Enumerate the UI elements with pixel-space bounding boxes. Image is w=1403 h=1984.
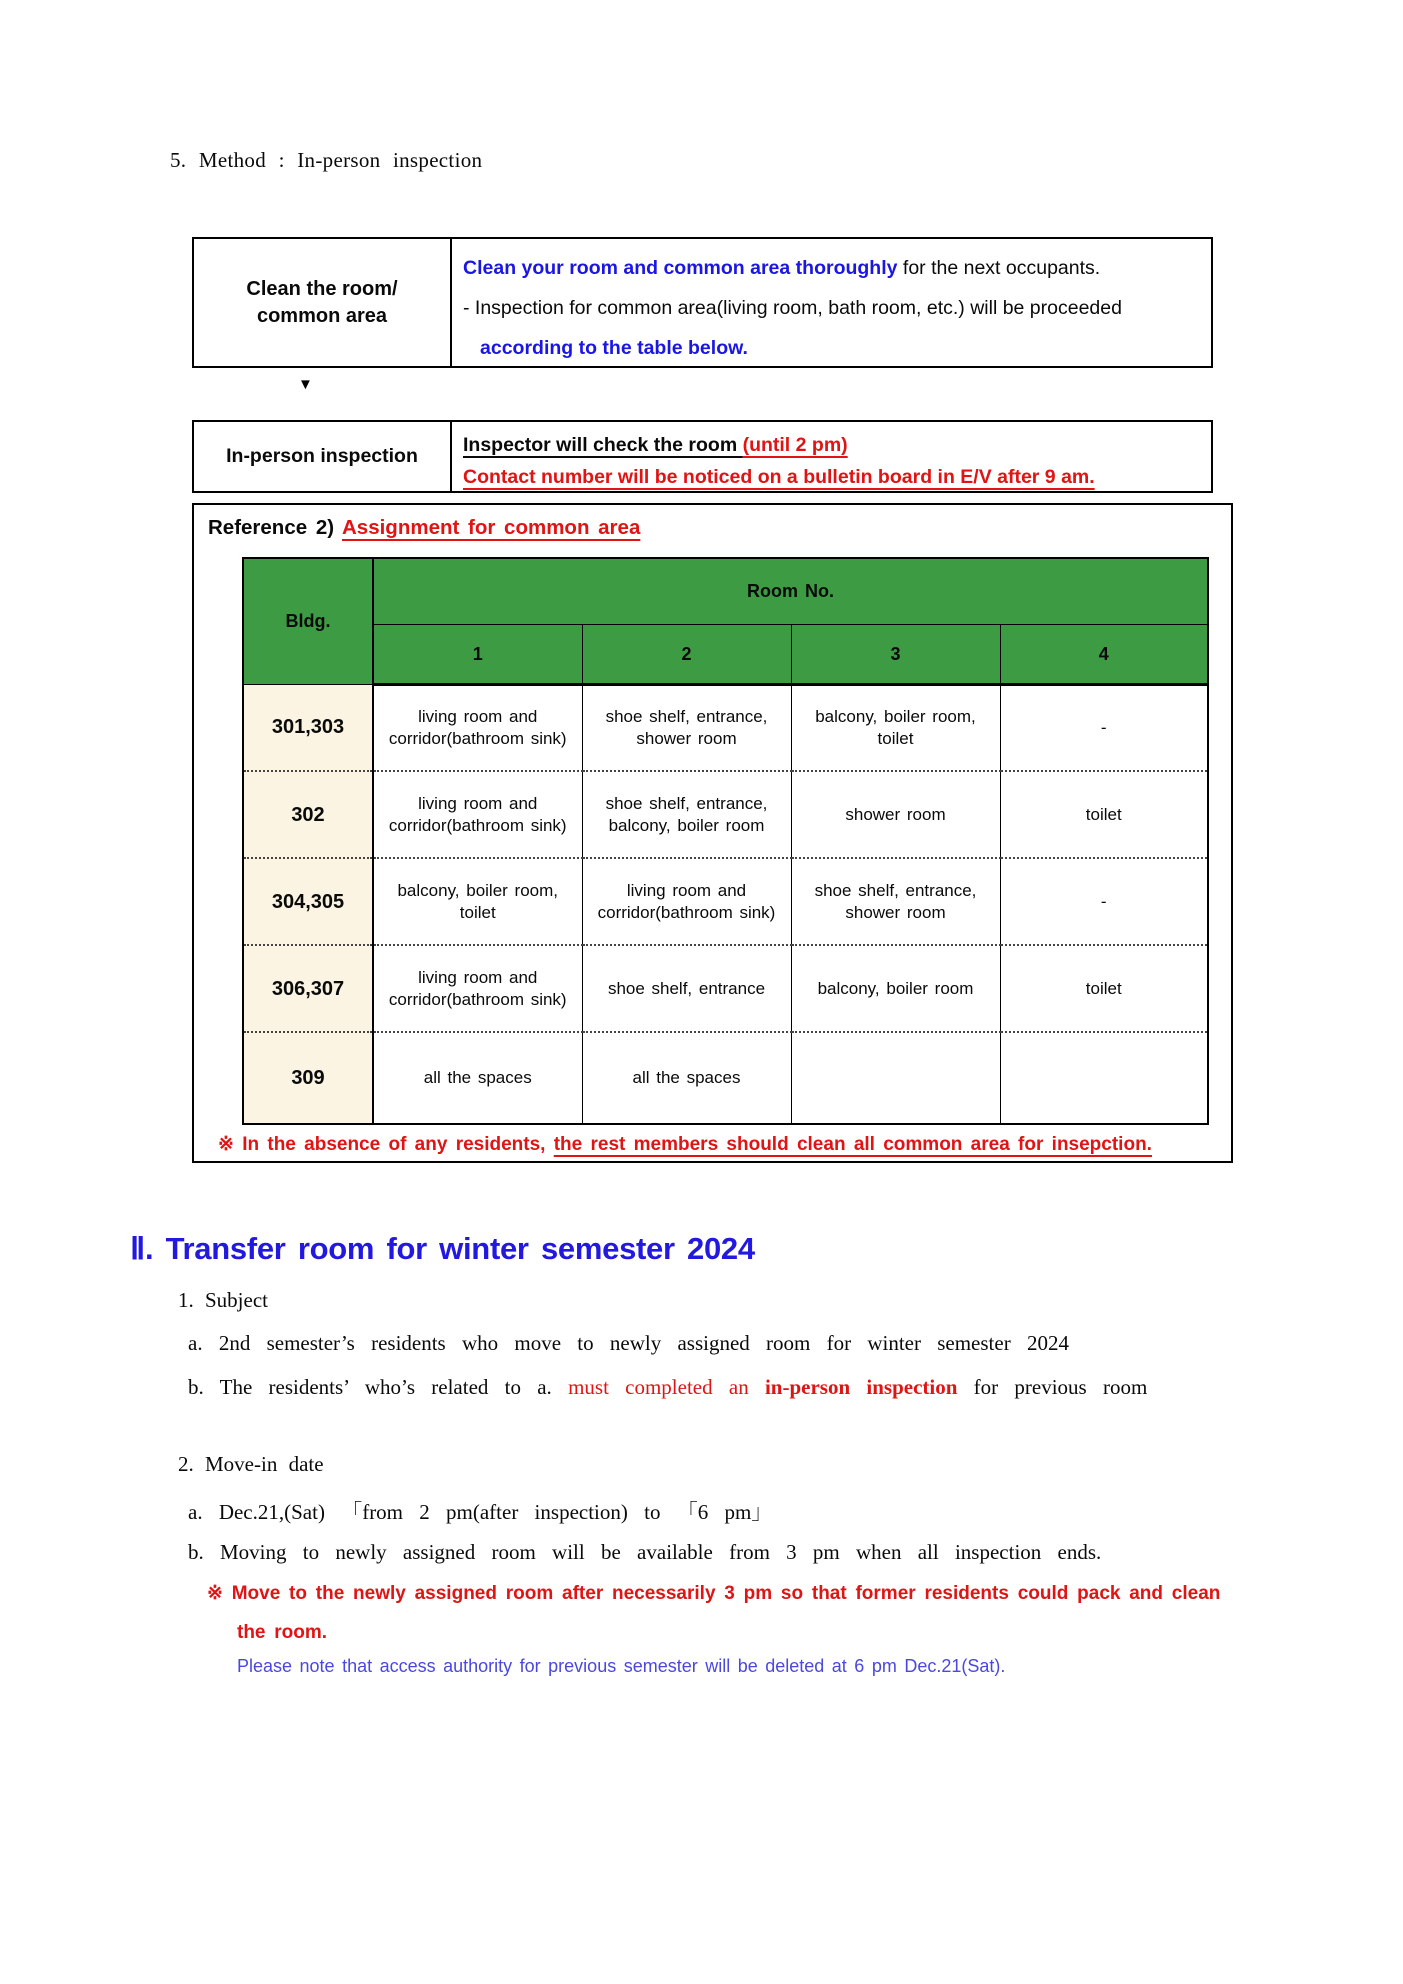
clean-room-content-cell bbox=[452, 239, 1211, 366]
down-arrow-icon: ▼ bbox=[298, 376, 313, 393]
subject-item-b-red: must completed an bbox=[568, 1375, 765, 1399]
reference2-title bbox=[208, 516, 640, 540]
clean-room-line2: - Inspection for common area(living room, bath room, etc.) will be proceeded bbox=[463, 297, 1122, 319]
clean-room-line1-rest: for the next occupants. bbox=[897, 257, 1101, 279]
movein-label: 2. Move-in date bbox=[178, 1452, 324, 1476]
assignment-cell bbox=[1000, 1032, 1208, 1124]
inspection-line1-black: Inspector will check the room bbox=[463, 434, 743, 456]
bldg-cell: 306,307 bbox=[243, 945, 373, 1032]
bldg-cell: 302 bbox=[243, 771, 373, 858]
movein-item-a: a. Dec.21,(Sat) 「from 2 pm(after inspection) to 「6 pm」 bbox=[188, 1500, 773, 1524]
subject-item-b-end: for previous room bbox=[957, 1375, 1148, 1399]
inspection-line1 bbox=[463, 429, 1197, 461]
reference2-note bbox=[218, 1133, 1152, 1156]
assignment-row bbox=[243, 771, 1208, 858]
inspection-line2: Contact number will be noticed on a bulletin board in E/V after 9 am. bbox=[463, 466, 1095, 488]
assignment-row bbox=[243, 945, 1208, 1032]
assignment-row bbox=[243, 684, 1208, 771]
subject-label: 1. Subject bbox=[178, 1288, 268, 1312]
assignment-header-row1 bbox=[243, 558, 1208, 624]
assignment-header-row2 bbox=[243, 624, 1208, 684]
reference2-note-plain: ※ In the absence of any residents, bbox=[218, 1134, 554, 1155]
bldg-header-cell: Bldg. bbox=[243, 558, 373, 684]
assignment-cell: living room and corridor(bathroom sink) bbox=[582, 858, 791, 945]
col-header-1: 1 bbox=[373, 624, 582, 684]
assignment-cell: shoe shelf, entrance, shower room bbox=[791, 858, 1000, 945]
clean-room-label-line1: Clean the room/ bbox=[246, 277, 398, 300]
assignment-cell bbox=[791, 1032, 1000, 1124]
assignment-cell: living room and corridor(bathroom sink) bbox=[373, 684, 582, 771]
movein-note-blue: Please note that access authority for previous semester will be deleted at 6 pm Dec.21(Sat). bbox=[237, 1656, 1006, 1676]
clean-room-line3: according to the table below. bbox=[480, 337, 748, 359]
col-header-4: 4 bbox=[1000, 624, 1208, 684]
subject-item-b-red-bold: in-person inspection bbox=[764, 1375, 958, 1399]
movein-note-red-line1: ※ Move to the newly assigned room after necessarily 3 pm so that former residents could pack and clean bbox=[207, 1583, 1221, 1604]
clean-room-line1-highlight: Clean your room and common area thoroughly bbox=[463, 257, 898, 279]
assignment-cell: living room and corridor(bathroom sink) bbox=[373, 945, 582, 1032]
assignment-cell: all the spaces bbox=[373, 1032, 582, 1124]
inspection-line1-red: (until 2 pm) bbox=[742, 434, 848, 456]
bldg-cell: 309 bbox=[243, 1032, 373, 1124]
room-no-header-cell: Room No. bbox=[373, 558, 1208, 624]
subject-item-b-start: b. The residents’ who’s related to a. bbox=[188, 1375, 569, 1399]
assignment-cell: shoe shelf, entrance, shower room bbox=[582, 684, 791, 771]
assignment-cell: - bbox=[1000, 684, 1208, 771]
assignment-cell: toilet bbox=[1000, 771, 1208, 858]
assignment-cell: all the spaces bbox=[582, 1032, 791, 1124]
inspection-label: In-person inspection bbox=[226, 445, 418, 467]
movein-item-b: b. Moving to newly assigned room will be available from 3 pm when all inspection ends. bbox=[188, 1540, 1102, 1564]
clean-room-line1 bbox=[463, 248, 1197, 288]
inspection-table bbox=[192, 420, 1213, 493]
assignment-row bbox=[243, 858, 1208, 945]
bldg-cell: 301,303 bbox=[243, 684, 373, 771]
subject-item-a: a. 2nd semester’s residents who move to newly assigned room for winter semester 2024 bbox=[188, 1331, 1069, 1355]
reference2-box bbox=[192, 503, 1233, 1163]
assignment-cell: balcony, boiler room, toilet bbox=[373, 858, 582, 945]
assignment-cell: toilet bbox=[1000, 945, 1208, 1032]
assignment-table bbox=[242, 557, 1209, 1125]
assignment-cell: shower room bbox=[791, 771, 1000, 858]
assignment-cell: balcony, boiler room, toilet bbox=[791, 684, 1000, 771]
assignment-cell: balcony, boiler room bbox=[791, 945, 1000, 1032]
assignment-row bbox=[243, 1032, 1208, 1124]
reference2-title-link: Assignment for common area bbox=[342, 516, 641, 539]
inspection-label-cell bbox=[194, 422, 452, 491]
reference2-note-underlined: the rest members should clean all common area for insepction. bbox=[553, 1134, 1152, 1155]
subject-item-b bbox=[188, 1375, 1147, 1400]
col-header-3: 3 bbox=[791, 624, 1000, 684]
bldg-cell: 304,305 bbox=[243, 858, 373, 945]
col-header-2: 2 bbox=[582, 624, 791, 684]
section2-heading: Ⅱ. Transfer room for winter semester 2024 bbox=[130, 1231, 755, 1266]
assignment-cell: living room and corridor(bathroom sink) bbox=[373, 771, 582, 858]
clean-room-label-line2: common area bbox=[256, 304, 388, 327]
clean-room-table bbox=[192, 237, 1213, 368]
section5-title: 5. Method : In-person inspection bbox=[170, 148, 483, 172]
assignment-cell: shoe shelf, entrance bbox=[582, 945, 791, 1032]
clean-room-label-cell bbox=[194, 239, 452, 366]
assignment-cell: shoe shelf, entrance, balcony, boiler room bbox=[582, 771, 791, 858]
assignment-cell: - bbox=[1000, 858, 1208, 945]
reference2-title-prefix: Reference 2) bbox=[208, 516, 342, 539]
movein-note-red-line2: the room. bbox=[237, 1622, 328, 1643]
inspection-content-cell bbox=[452, 422, 1211, 491]
